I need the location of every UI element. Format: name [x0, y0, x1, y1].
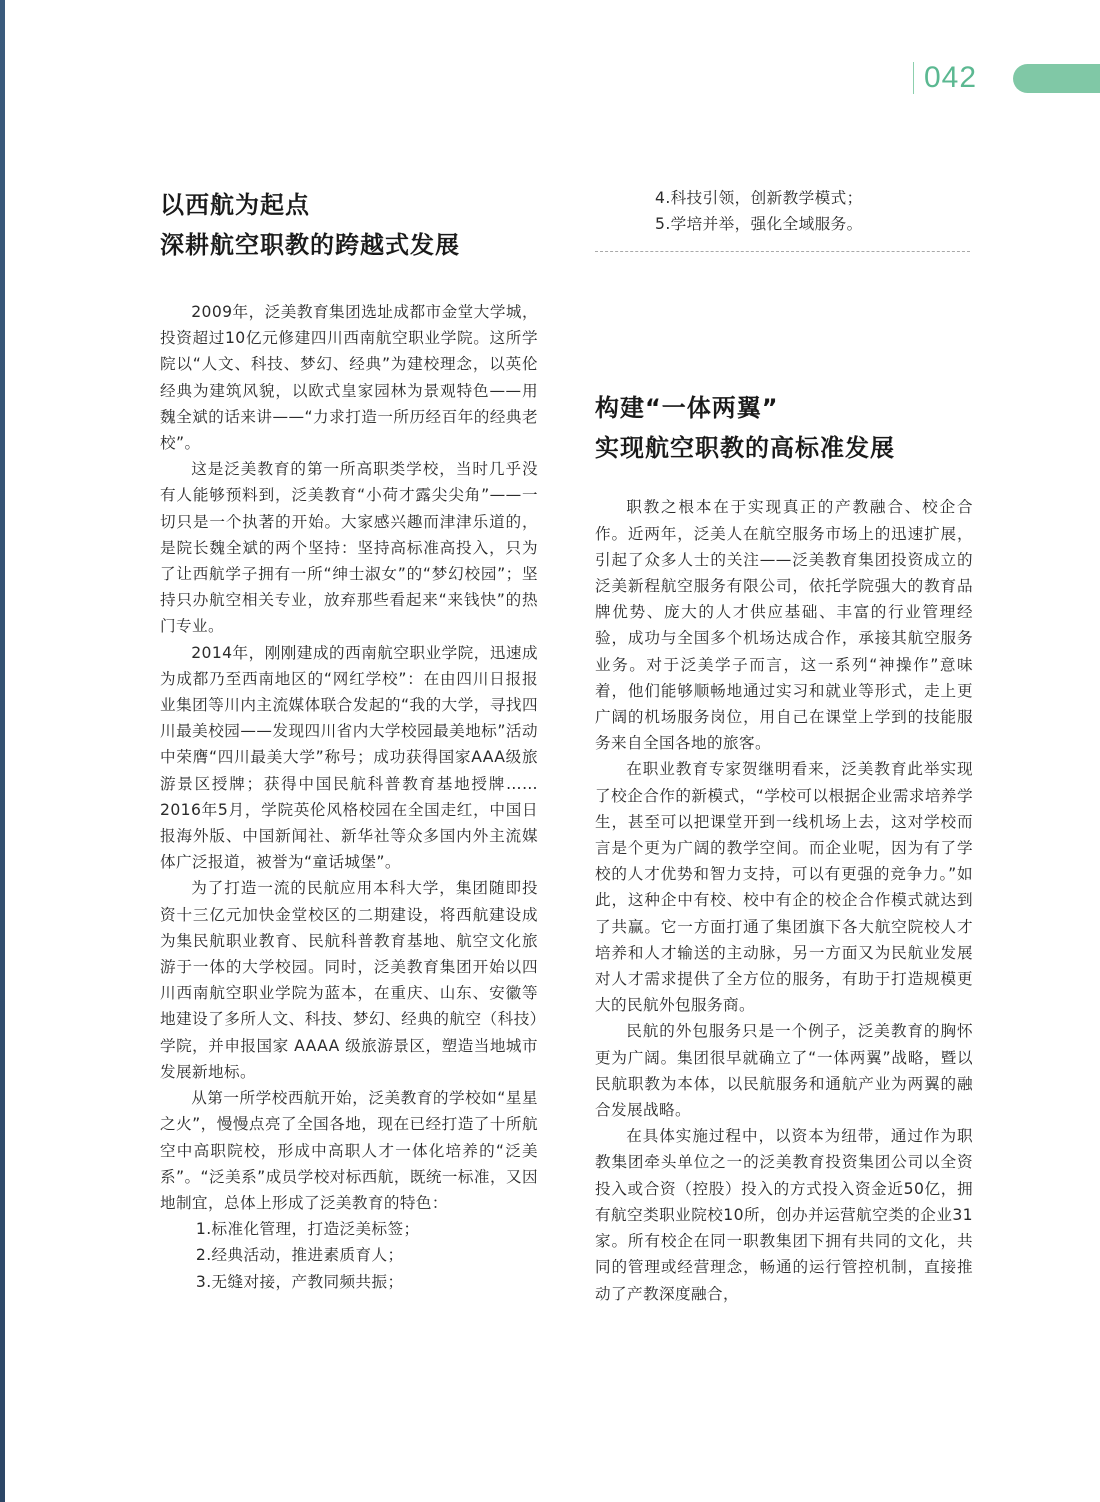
page-tab-decoration [1013, 64, 1100, 93]
left-body [160, 299, 538, 1295]
left-heading-line-1: 以西航为起点 [160, 191, 310, 219]
page-edge-strip [0, 0, 5, 1502]
right-heading-line-1: 构建“一体两翼” [595, 394, 779, 423]
left-heading-line-2: 深耕航空职教的跨越式发展 [160, 231, 460, 259]
left-paragraph-1: 2009年，泛美教育集团选址成都市金堂大学城，投资超过10亿元修建四川西南航空职业学院。这所学院以“人文、科技、梦幻、经典”为建校理念，以英伦经典为建筑风貌，以欧式皇家园林为景观特色——用魏全斌的话来讲——“力求打造一所历经百年的经典老校”。 [160, 303, 538, 453]
dashed-divider [595, 251, 970, 252]
right-section-heading [595, 388, 973, 468]
left-paragraph-4: 为了打造一流的民航应用本科大学，集团随即投资十三亿元加快金堂校区的二期建设，将西航建设成为集民航职业教育、民航科普教育基地、航空文化旅游于一体的大学校园。同时，泛美教育集团开始以四川西南航空职业学院为蓝本，在重庆、山东、安徽等地建设了多所人文、科技、梦幻、经典的航空（科技）学院，并申报国家 AAAA 级旅游景区，塑造当地城市发展新地标。 [160, 879, 538, 1081]
right-column [595, 185, 973, 1307]
left-paragraph-3: 2014年，刚刚建成的西南航空职业学院，迅速成为成都乃至西南地区的“网红学校”：在由四川日报报业集团等川内主流媒体联合发起的“我的大学，寻找四川最美校园——发现四川省内大学校园最美地标”活动中荣膺“四川最美大学”称号；成功获得国家AAA级旅游景区授牌；获得中国民航科普教育基地授牌……2016年5月，学院英伦风格校园在全国走红，中国日报海外版、中国新闻社、新华社等众多国内外主流媒体广泛报道，被誉为“童话城堡”。 [160, 643, 538, 872]
page-number-divider [913, 62, 914, 94]
left-list-item-1: 1.标准化管理，打造泛美标签； [195, 1220, 420, 1239]
right-heading-line-2: 实现航空职教的高标准发展 [595, 434, 895, 463]
left-paragraph-2: 这是泛美教育的第一所高职类学校，当时几乎没有人能够预料到，泛美教育“小荷才露尖尖角”——一切只是一个执著的开始。大家感兴趣而津津乐道的，是院长魏全斌的两个坚持：坚持高标准高投入，只为了让西航学子拥有一所“绅士淑女”的“梦幻校园”；坚持只办航空相关专业，放弃那些看起来“来钱快”的热门专业。 [160, 460, 538, 636]
right-paragraph-4: 在具体实施过程中，以资本为纽带，通过作为职教集团牵头单位之一的泛美教育投资集团公司以全资投入或合资（控股）投入的方式投入资金近50亿，拥有航空类职业院校10所，创办并运营航空类的企业31家。所有校企在同一职教集团下拥有共同的文化，共同的管理或经营理念，畅通的运行管控机制，直接推动了产教深度融合， [595, 1127, 973, 1303]
right-paragraph-1: 职教之根本在于实现真正的产教融合、校企合作。近两年，泛美人在航空服务市场上的迅速扩展，引起了众多人士的关注——泛美教育集团投资成立的泛美新程航空服务有限公司，依托学院强大的教育品牌优势、庞大的人才供应基础、丰富的行业管理经验，成功与全国多个机场达成合作，承接其航空服务业务。对于泛美学子而言，这一系列“神操作”意味着，他们能够顺畅地通过实习和就业等形式，走上更广阔的机场服务岗位，用自己在课堂上学到的技能服务来自全国各地的旅客。 [595, 498, 973, 753]
left-section-heading [160, 185, 538, 265]
right-list-continued [595, 185, 973, 237]
left-list-item-3: 3.无缝对接，产教同频共振； [195, 1272, 404, 1291]
right-body [595, 494, 973, 1306]
right-paragraph-3: 民航的外包服务只是一个例子，泛美教育的胸怀更为广阔。集团很早就确立了“一体两翼”战略，暨以民航职教为本体，以民航服务和通航产业为两翼的融合发展战略。 [595, 1022, 973, 1120]
left-column [160, 185, 538, 1295]
left-list-item-2: 2.经典活动，推进素质育人； [195, 1246, 404, 1265]
page-number: 042 [924, 61, 978, 94]
right-list-item-4: 4.科技引领，创新教学模式； [655, 189, 863, 207]
right-paragraph-2: 在职业教育专家贺继明看来，泛美教育此举实现了校企合作的新模式，“学校可以根据企业需求培养学生，甚至可以把课堂开到一线机场上去，这对学校而言是个更为广阔的教学空间。而企业呢，因为有了学校的人才优势和智力支持，可以有更强的竞争力。”如此，这种企中有校、校中有企的校企合作模式就达到了共赢。它一方面打通了集团旗下各大航空院校人才培养和人才输送的主动脉，另一方面又为民航业发展对人才需求提供了全方位的服务，有助于打造规模更大的民航外包服务商。 [595, 760, 973, 1015]
right-list-item-5: 5.学培并举，强化全域服务。 [655, 215, 863, 234]
left-paragraph-5: 从第一所学校西航开始，泛美教育的学校如“星星之火”，慢慢点亮了全国各地，现在已经打造了十所航空中高职院校，形成中高职人才一体化培养的“泛美系”。“泛美系”成员学校对标西航，既统一标准，又因地制宜，总体上形成了泛美教育的特色： [160, 1089, 538, 1212]
